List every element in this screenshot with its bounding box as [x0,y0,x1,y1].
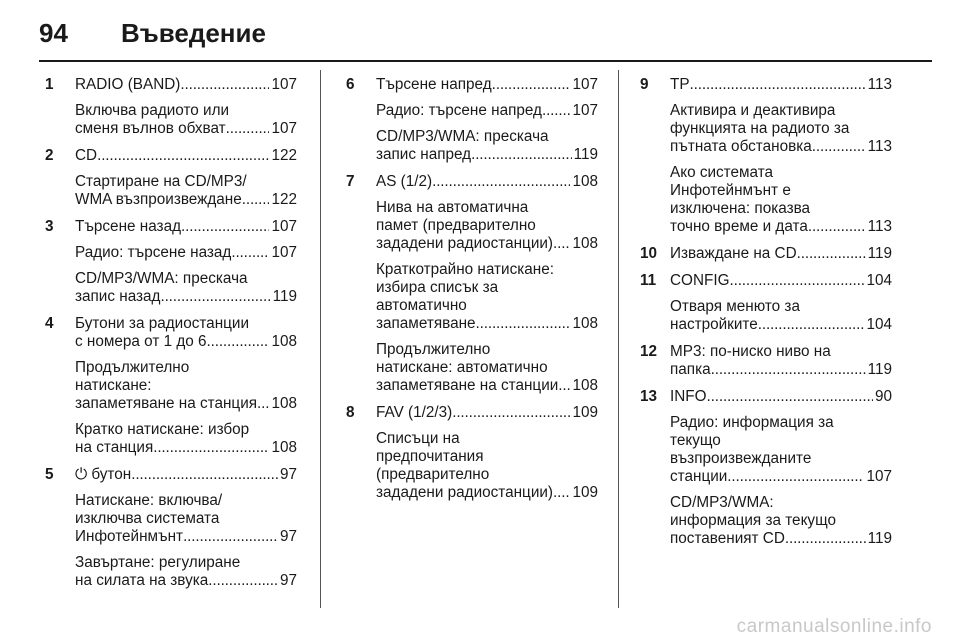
entry-number: 13 [640,388,658,405]
entry-heading [75,76,297,94]
leader-dots [812,138,866,156]
entry-text: зададени радиостанции) [376,235,554,252]
leader-dots [207,333,270,351]
text-line: Стартиране на CD/MP3/ [75,173,247,190]
dotted-line [670,316,892,334]
entry-number: 1 [45,76,54,93]
entry-heading [376,76,598,94]
dotted-line [376,377,598,395]
page-reference: 113 [867,76,892,93]
entry-text: AS (1/2) [376,173,433,190]
entry-heading [75,218,297,236]
entry-text: запис назад [75,288,161,305]
leader-dots [131,466,278,484]
entry-text: поставеният CD [670,530,785,547]
entry-text: на силата на звука [75,572,209,589]
entry-subitem [75,359,297,413]
page-reference: 119 [867,530,892,547]
entry-subitem [75,102,297,138]
index-entry [340,173,598,395]
entry-subitem [75,173,297,209]
dotted-line [376,146,598,164]
dotted-line [75,147,297,165]
page-reference: 108 [271,333,297,350]
dotted-line [376,173,598,191]
leader-dots [727,468,864,486]
entry-heading [376,404,598,422]
entry-text: Радио: търсене напред [376,102,542,119]
page-reference: 104 [866,272,892,289]
index-entry [634,76,892,236]
text-line: Отваря менюто за [670,298,800,315]
entry-number: 3 [45,218,54,235]
leader-dots [180,76,269,94]
entry-subitem [75,244,297,262]
leader-dots [758,316,865,334]
index-entry [634,272,892,334]
dotted-line [75,120,297,138]
text-line: Включва радиото или [75,102,230,119]
entry-text: INFO [670,388,707,405]
page-reference: 107 [271,76,297,93]
leader-dots [808,218,866,236]
dotted-line [376,484,598,502]
entry-text: CONFIG [670,272,730,289]
entry-text: запис напред [376,146,472,163]
leader-dots [553,484,570,502]
text-line: Кратко натискане: избор [75,421,250,438]
entry-text: RADIO (BAND) [75,76,181,93]
entry-text: пътната обстановка [670,138,812,155]
index-entry [39,147,297,209]
text-line: натискане: [75,377,152,394]
text-line: информация за текущо [670,512,837,529]
page-number: 94 [39,18,68,48]
index-entry [340,76,598,164]
leader-dots [707,388,873,406]
leader-dots [257,395,269,413]
dotted-line [670,388,892,406]
dotted-line [670,361,892,379]
index-column-3 [634,76,892,548]
page-reference: 97 [279,572,297,589]
leader-dots [711,361,866,379]
text-line: функцията на радиото за [670,120,850,137]
entry-subitem [376,341,598,395]
entry-text: WMA възпроизвеждане [75,191,242,208]
page-reference: 108 [271,395,297,412]
index-entry [634,245,892,263]
entry-number: 7 [346,173,355,190]
text-line: (предварително [376,466,490,483]
entry-number: 5 [45,466,54,483]
entry-number: 11 [640,272,657,289]
page-reference: 119 [272,288,297,305]
entry-text: на станция [75,439,154,456]
text-line: Списъци на [376,430,460,447]
entry-heading [670,272,892,290]
leader-dots [476,315,571,333]
entry-subitem [75,554,297,590]
leader-dots [97,147,269,165]
index-entry [39,315,297,457]
entry-subitem [376,261,598,333]
leader-dots [542,102,571,120]
header-divider [39,60,932,62]
text-line: Натискане: включва/ [75,492,223,509]
dotted-line [75,218,297,236]
entry-number: 10 [640,245,658,262]
entry-text: запаметяване на станция [75,395,258,412]
entry-heading [75,466,297,484]
page-reference: 107 [572,102,598,119]
page-reference: 119 [867,245,892,262]
page-reference: 109 [572,404,598,421]
entry-subitem [75,270,297,306]
entry-text: Търсене напред [376,76,492,93]
entry-text: с номера от 1 до 6 [75,333,207,350]
entry-text: сменя вълнов обхват [75,120,226,137]
dotted-line [75,288,297,306]
entry-text: запаметяване на станции [376,377,559,394]
leader-dots [553,235,570,253]
entry-subitem [670,494,892,548]
leader-dots [226,120,270,138]
text-line: Активира и деактивира [670,102,836,119]
dotted-line [376,404,598,422]
page-reference: 108 [572,173,598,190]
text-line: Бутони за радиостанции [75,315,249,332]
entry-subitem [376,102,598,120]
text-line: Нива на автоматична [376,199,529,216]
index-entry [340,404,598,502]
page-reference: 97 [279,528,297,545]
text-line: изключена: показва [670,200,811,217]
dotted-line [376,235,598,253]
leader-dots [183,528,278,546]
index-entry [634,343,892,379]
entry-subitem [670,414,892,486]
page-reference: 108 [271,439,297,456]
watermark: carmanualsonline.info [736,616,932,637]
index-column-1 [39,76,297,590]
entry-subitem [376,430,598,502]
index-column-2 [340,76,598,502]
entry-subitem [376,128,598,164]
entry-text: Инфотейнмънт [75,528,184,545]
entry-text: настройките [670,316,758,333]
dotted-line [670,245,892,263]
entry-number: 2 [45,147,54,164]
leader-dots [690,76,866,94]
page-reference: 107 [271,218,297,235]
page-reference: 90 [874,388,892,405]
page-reference: 107 [271,244,297,261]
leader-dots [242,191,270,209]
entry-text: FAV (1/2/3) [376,404,453,421]
page-reference: 119 [867,361,892,378]
dotted-line [670,138,892,156]
entry-text: Изваждане на CD [670,245,797,262]
leader-dots [730,272,865,290]
leader-dots [181,218,269,236]
dotted-line [75,76,297,94]
page-reference: 104 [866,316,892,333]
entry-heading [670,76,892,94]
entry-heading [670,343,892,379]
index-entry [39,76,297,138]
dotted-line [75,333,297,351]
index-entry [39,466,297,590]
entry-subitem [670,298,892,334]
entry-text: папка [670,361,711,378]
entry-number: 8 [346,404,355,421]
text-line: предпочитания [376,448,484,465]
text-line: памет (предварително [376,217,536,234]
page-reference: 113 [867,218,892,235]
entry-heading [670,245,892,263]
text-line: Продължително [376,341,491,358]
dotted-line [670,76,892,94]
dotted-line [376,315,598,333]
text-line: възпроизвежданите [670,450,812,467]
column-divider [618,70,619,608]
entry-number: 4 [45,315,54,332]
page-reference: 108 [572,377,598,394]
leader-dots [471,146,572,164]
text-line: Ако системата [670,164,774,181]
page-reference: 108 [572,315,598,332]
entry-number: 6 [346,76,355,93]
leader-dots [492,76,571,94]
index-entry [634,388,892,548]
text-line: Радио: информация за [670,414,834,431]
leader-dots [452,404,570,422]
page-reference: 108 [572,235,598,252]
text-line: автоматично [376,297,467,314]
page-reference: 119 [573,146,598,163]
column-divider [320,70,321,608]
leader-dots [797,245,866,263]
text-line: CD/MP3/WMA: прескача [376,128,549,145]
entry-subitem [670,102,892,156]
dotted-line [376,76,598,94]
text-line: CD/MP3/WMA: [670,494,774,511]
text-line: Продължително [75,359,190,376]
page-reference: 107 [866,468,892,485]
entry-heading [75,315,297,351]
index-entry [39,218,297,306]
text-line: натискане: автоматично [376,359,548,376]
entry-heading [376,173,598,191]
leader-dots [208,572,278,590]
dotted-line [670,468,892,486]
entry-text: Търсене назад [75,218,182,235]
entry-text: ⏻ бутон [75,466,132,483]
page-reference: 122 [271,147,297,164]
text-line: изключва системата [75,510,220,527]
entry-heading [670,388,892,406]
dotted-line [670,530,892,548]
leader-dots [558,377,570,395]
page-reference: 97 [279,466,297,483]
text-line: текущо [670,432,721,449]
dotted-line [670,218,892,236]
page-reference: 113 [867,138,892,155]
dotted-line [75,466,297,484]
entry-text: станции [670,468,728,485]
leader-dots [231,244,269,262]
entry-subitem [75,421,297,457]
text-line: избира списък за [376,279,499,296]
entry-number: 12 [640,343,658,360]
entry-text: зададени радиостанции) [376,484,554,501]
page-reference: 122 [271,191,297,208]
entry-text: Радио: търсене назад [75,244,232,261]
leader-dots [432,173,570,191]
dotted-line [75,395,297,413]
text-line: Краткотрайно натискане: [376,261,554,278]
leader-dots [785,530,866,548]
entry-number: 9 [640,76,649,93]
entry-subitem [75,492,297,546]
entry-subitem [376,199,598,253]
dotted-line [75,439,297,457]
dotted-line [75,528,297,546]
dotted-line [75,572,297,590]
dotted-line [75,244,297,262]
page-reference: 107 [572,76,598,93]
leader-dots [153,439,269,457]
page-header [39,14,929,54]
entry-text: TP [670,76,690,93]
entry-text: CD [75,147,98,164]
entry-subitem [670,164,892,236]
leader-dots [160,288,270,306]
page-reference: 109 [572,484,598,501]
text-line: Инфотейнмънт е [670,182,791,199]
page-reference: 107 [271,120,297,137]
dotted-line [75,191,297,209]
entry-text: запаметяване [376,315,476,332]
entry-text: точно време и дата [670,218,808,235]
text-line: CD/MP3/WMA: прескача [75,270,248,287]
entry-heading [75,147,297,165]
text-line: Завъртане: регулиране [75,554,241,571]
dotted-line [670,272,892,290]
dotted-line [376,102,598,120]
page-title: Въведение [121,18,266,48]
text-line: MP3: по-ниско ниво на [670,343,831,360]
